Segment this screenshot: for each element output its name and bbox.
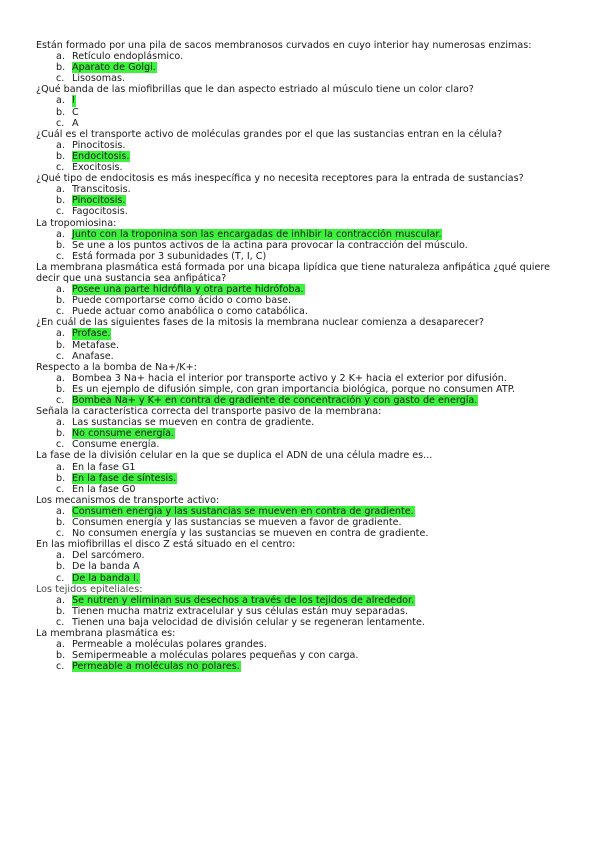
answer-option-correct: [36, 328, 566, 339]
option-letter: a.: [56, 139, 65, 151]
highlighted-answer-text: Profase.: [72, 328, 111, 340]
question-text: La membrana plasmática está formada por una bicapa lipídica que tiene naturaleza anfipática ¿qué quiere decir que una sustancia sea anfipática?: [36, 261, 550, 284]
answer-option-correct: [36, 661, 566, 672]
question-block: [36, 40, 566, 84]
answer-option: [36, 107, 566, 118]
option-text: Fagocitosis.: [72, 206, 128, 218]
answer-option: [36, 550, 566, 561]
highlighted-answer-text: Se nutren y eliminan sus desechos a través de los tejidos de alrededor.: [72, 594, 415, 606]
option-text: En la fase G1: [72, 461, 136, 473]
question-text: Respecto a la bomba de Na+/K+:: [36, 361, 197, 373]
option-text: Es un ejemplo de difusión simple, con gran importancia biológica, porque no consumen ATP.: [72, 383, 516, 395]
option-text: Las sustancias se mueven en contra de gradiente.: [72, 417, 315, 429]
answer-option: [36, 439, 566, 450]
question-block: [36, 450, 566, 494]
option-letter: a.: [56, 594, 65, 606]
quiz-content: [36, 40, 566, 672]
option-letter: a.: [56, 184, 65, 196]
highlighted-answer-text: Bombea Na+ y K+ en contra de gradiente de concentración y con gasto de energía.: [72, 395, 478, 406]
question-block: [36, 628, 566, 672]
answer-option: [36, 240, 566, 251]
question-text: La tropomiosina:: [36, 217, 117, 229]
question-block: [36, 539, 566, 583]
option-text: Transcitosis.: [72, 184, 131, 196]
answer-option: [36, 462, 566, 473]
option-letter: b.: [56, 605, 66, 617]
highlighted-answer-text: Endocitosis.: [72, 150, 130, 162]
question-text: ¿Cuál es el transporte activo de moléculas grandes por el que las sustancias entran en la célula?: [36, 128, 503, 140]
answer-option-correct: [36, 395, 566, 406]
question-block: [36, 129, 566, 173]
option-letter: a.: [56, 95, 65, 107]
option-letter: a.: [56, 505, 65, 517]
option-letter: b.: [56, 150, 66, 162]
highlighted-answer-text: En la fase de síntesis.: [72, 472, 177, 484]
answer-option: [36, 184, 566, 195]
question-text: Los mecanismos de transporte activo:: [36, 494, 220, 506]
answer-option: [36, 351, 566, 362]
question-text: Señala la característica correcta del transporte pasivo de la membrana:: [36, 406, 382, 418]
option-letter: a.: [56, 639, 65, 651]
option-letter: a.: [56, 284, 65, 296]
option-text: Está formada por 3 subunidades (T, I, C): [72, 250, 267, 262]
answer-option: [36, 606, 566, 617]
question-text: ¿Qué tipo de endocitosis es más inespecífica y no necesita receptores para la entrada de sustancias?: [36, 173, 524, 185]
option-letter: b.: [56, 339, 66, 351]
option-text: Metafase.: [72, 339, 120, 351]
answer-option-correct: [36, 506, 566, 517]
option-letter: c.: [56, 306, 65, 318]
answer-option: [36, 306, 566, 317]
option-text: Retículo endoplásmico.: [72, 51, 184, 63]
answer-option-correct: [36, 151, 566, 162]
option-letter: b.: [56, 106, 66, 118]
option-text: A: [72, 117, 79, 129]
question-text: Los tejidos epiteliales:: [36, 583, 143, 595]
option-letter: b.: [56, 383, 66, 395]
answer-option: [36, 384, 566, 395]
answer-option: [36, 528, 566, 539]
option-text: Bombea 3 Na+ hacia el interior por transporte activo y 2 K+ hacia el exterior por difusión.: [72, 372, 507, 384]
answer-option: [36, 373, 566, 384]
option-text: En la fase G0: [72, 483, 136, 495]
answer-option-correct: [36, 195, 566, 206]
option-text: Puede actuar como anabólica o como catabólica.: [72, 306, 308, 318]
option-letter: a.: [56, 372, 65, 384]
question-text: Están formado por una pila de sacos membranosos curvados en cuyo interior hay numerosas enzimas:: [36, 40, 532, 51]
option-letter: c.: [56, 162, 65, 174]
option-letter: a.: [56, 51, 65, 63]
option-letter: b.: [56, 239, 66, 251]
option-letter: b.: [56, 650, 66, 662]
option-text: Consume energía.: [72, 439, 160, 451]
option-text: Semipermeable a moléculas polares pequeñas y con carga.: [72, 650, 359, 662]
option-letter: a.: [56, 328, 65, 340]
option-text: Tienen mucha matriz extracelular y sus células están muy separadas.: [72, 605, 408, 617]
highlighted-answer-text: Junto con la troponina son las encargadas de inhibir la contracción muscular.: [72, 228, 442, 240]
question-block: [36, 218, 566, 262]
option-text: De la banda A: [72, 561, 140, 573]
option-letter: a.: [56, 461, 65, 473]
question-block: [36, 262, 566, 317]
highlighted-answer-text: Pinocitosis.: [72, 195, 126, 207]
answer-option-correct: [36, 95, 566, 106]
highlighted-answer-text: Aparato de Golgi.: [72, 62, 156, 74]
question-text: La fase de la división celular en la que se duplica el ADN de una célula madre es...: [36, 450, 433, 462]
answer-option: [36, 162, 566, 173]
option-letter: c.: [56, 661, 65, 673]
highlighted-answer-text: Posee una parte hidrófila y otra parte hidrófoba.: [72, 284, 304, 296]
option-letter: b.: [56, 517, 66, 529]
question-block: [36, 495, 566, 539]
option-text: Permeable a moléculas polares grandes.: [72, 639, 267, 651]
option-letter: c.: [56, 73, 65, 85]
answer-option-correct: [36, 473, 566, 484]
option-letter: c.: [56, 395, 65, 406]
option-letter: c.: [56, 616, 65, 628]
question-block: [36, 173, 566, 217]
answer-option: [36, 118, 566, 129]
answer-option: [36, 51, 566, 62]
option-text: Pinocitosis.: [72, 139, 126, 151]
option-letter: b.: [56, 195, 66, 207]
option-text: Tienen una baja velocidad de división celular y se regeneran lentamente.: [72, 616, 425, 628]
option-letter: b.: [56, 472, 66, 484]
question-block: [36, 584, 566, 628]
answer-option: [36, 639, 566, 650]
answer-option-correct: [36, 573, 566, 584]
question-text: ¿Qué banda de las miofibrillas que le dan aspecto estriado al músculo tiene un color claro?: [36, 84, 474, 96]
answer-option: [36, 517, 566, 528]
option-text: Puede comportarse como ácido o como base.: [72, 295, 292, 307]
option-text: Exocitosis.: [72, 162, 123, 174]
answer-option: [36, 251, 566, 262]
option-letter: c.: [56, 117, 65, 129]
question-block: [36, 84, 566, 128]
answer-option: [36, 650, 566, 661]
question-text: La membrana plasmática es:: [36, 627, 176, 639]
option-text: No consumen energía y las sustancias se mueven en contra de gradiente.: [72, 528, 429, 540]
answer-option: [36, 140, 566, 151]
option-letter: c.: [56, 350, 65, 362]
question-block: [36, 406, 566, 450]
option-letter: a.: [56, 550, 65, 562]
highlighted-answer-text: Consumen energía y las sustancias se mueven en contra de gradiente.: [72, 505, 414, 517]
answer-option: [36, 295, 566, 306]
option-letter: b.: [56, 295, 66, 307]
option-letter: b.: [56, 62, 66, 74]
option-text: Lisosomas.: [72, 73, 126, 85]
option-letter: a.: [56, 417, 65, 429]
option-text: Se une a los puntos activos de la actina para provocar la contracción del músculo.: [72, 239, 468, 251]
option-text: Consumen energía y las sustancias se mueven a favor de gradiente.: [72, 517, 402, 529]
answer-option: [36, 484, 566, 495]
option-letter: b.: [56, 428, 66, 440]
option-letter: c.: [56, 483, 65, 495]
highlighted-answer-text: De la banda I.: [72, 572, 139, 584]
option-text: Anafase.: [72, 350, 114, 362]
highlighted-answer-text: I: [72, 95, 75, 107]
answer-option: [36, 340, 566, 351]
highlighted-answer-text: Permeable a moléculas no polares.: [72, 661, 240, 673]
answer-option-correct: [36, 62, 566, 73]
question-text: En las miofibrillas el disco Z está situado en el centro:: [36, 539, 296, 551]
option-letter: b.: [56, 561, 66, 573]
option-text: C: [72, 106, 79, 118]
answer-option: [36, 417, 566, 428]
option-letter: c.: [56, 250, 65, 262]
question-block: [36, 362, 566, 406]
question-text: ¿En cuál de las siguientes fases de la mitosis la membrana nuclear comienza a desaparecer?: [36, 317, 484, 329]
answer-option: [36, 206, 566, 217]
answer-option-correct: [36, 229, 566, 240]
option-letter: c.: [56, 572, 65, 584]
option-text: Del sarcómero.: [72, 550, 145, 562]
answer-option: [36, 617, 566, 628]
answer-option-correct: [36, 284, 566, 295]
option-letter: a.: [56, 228, 65, 240]
answer-option-correct: [36, 428, 566, 439]
option-letter: c.: [56, 439, 65, 451]
answer-option: [36, 73, 566, 84]
option-letter: c.: [56, 206, 65, 218]
option-letter: c.: [56, 528, 65, 540]
answer-option: [36, 561, 566, 572]
highlighted-answer-text: No consume energía.: [72, 428, 175, 440]
answer-option-correct: [36, 595, 566, 606]
question-block: [36, 317, 566, 361]
